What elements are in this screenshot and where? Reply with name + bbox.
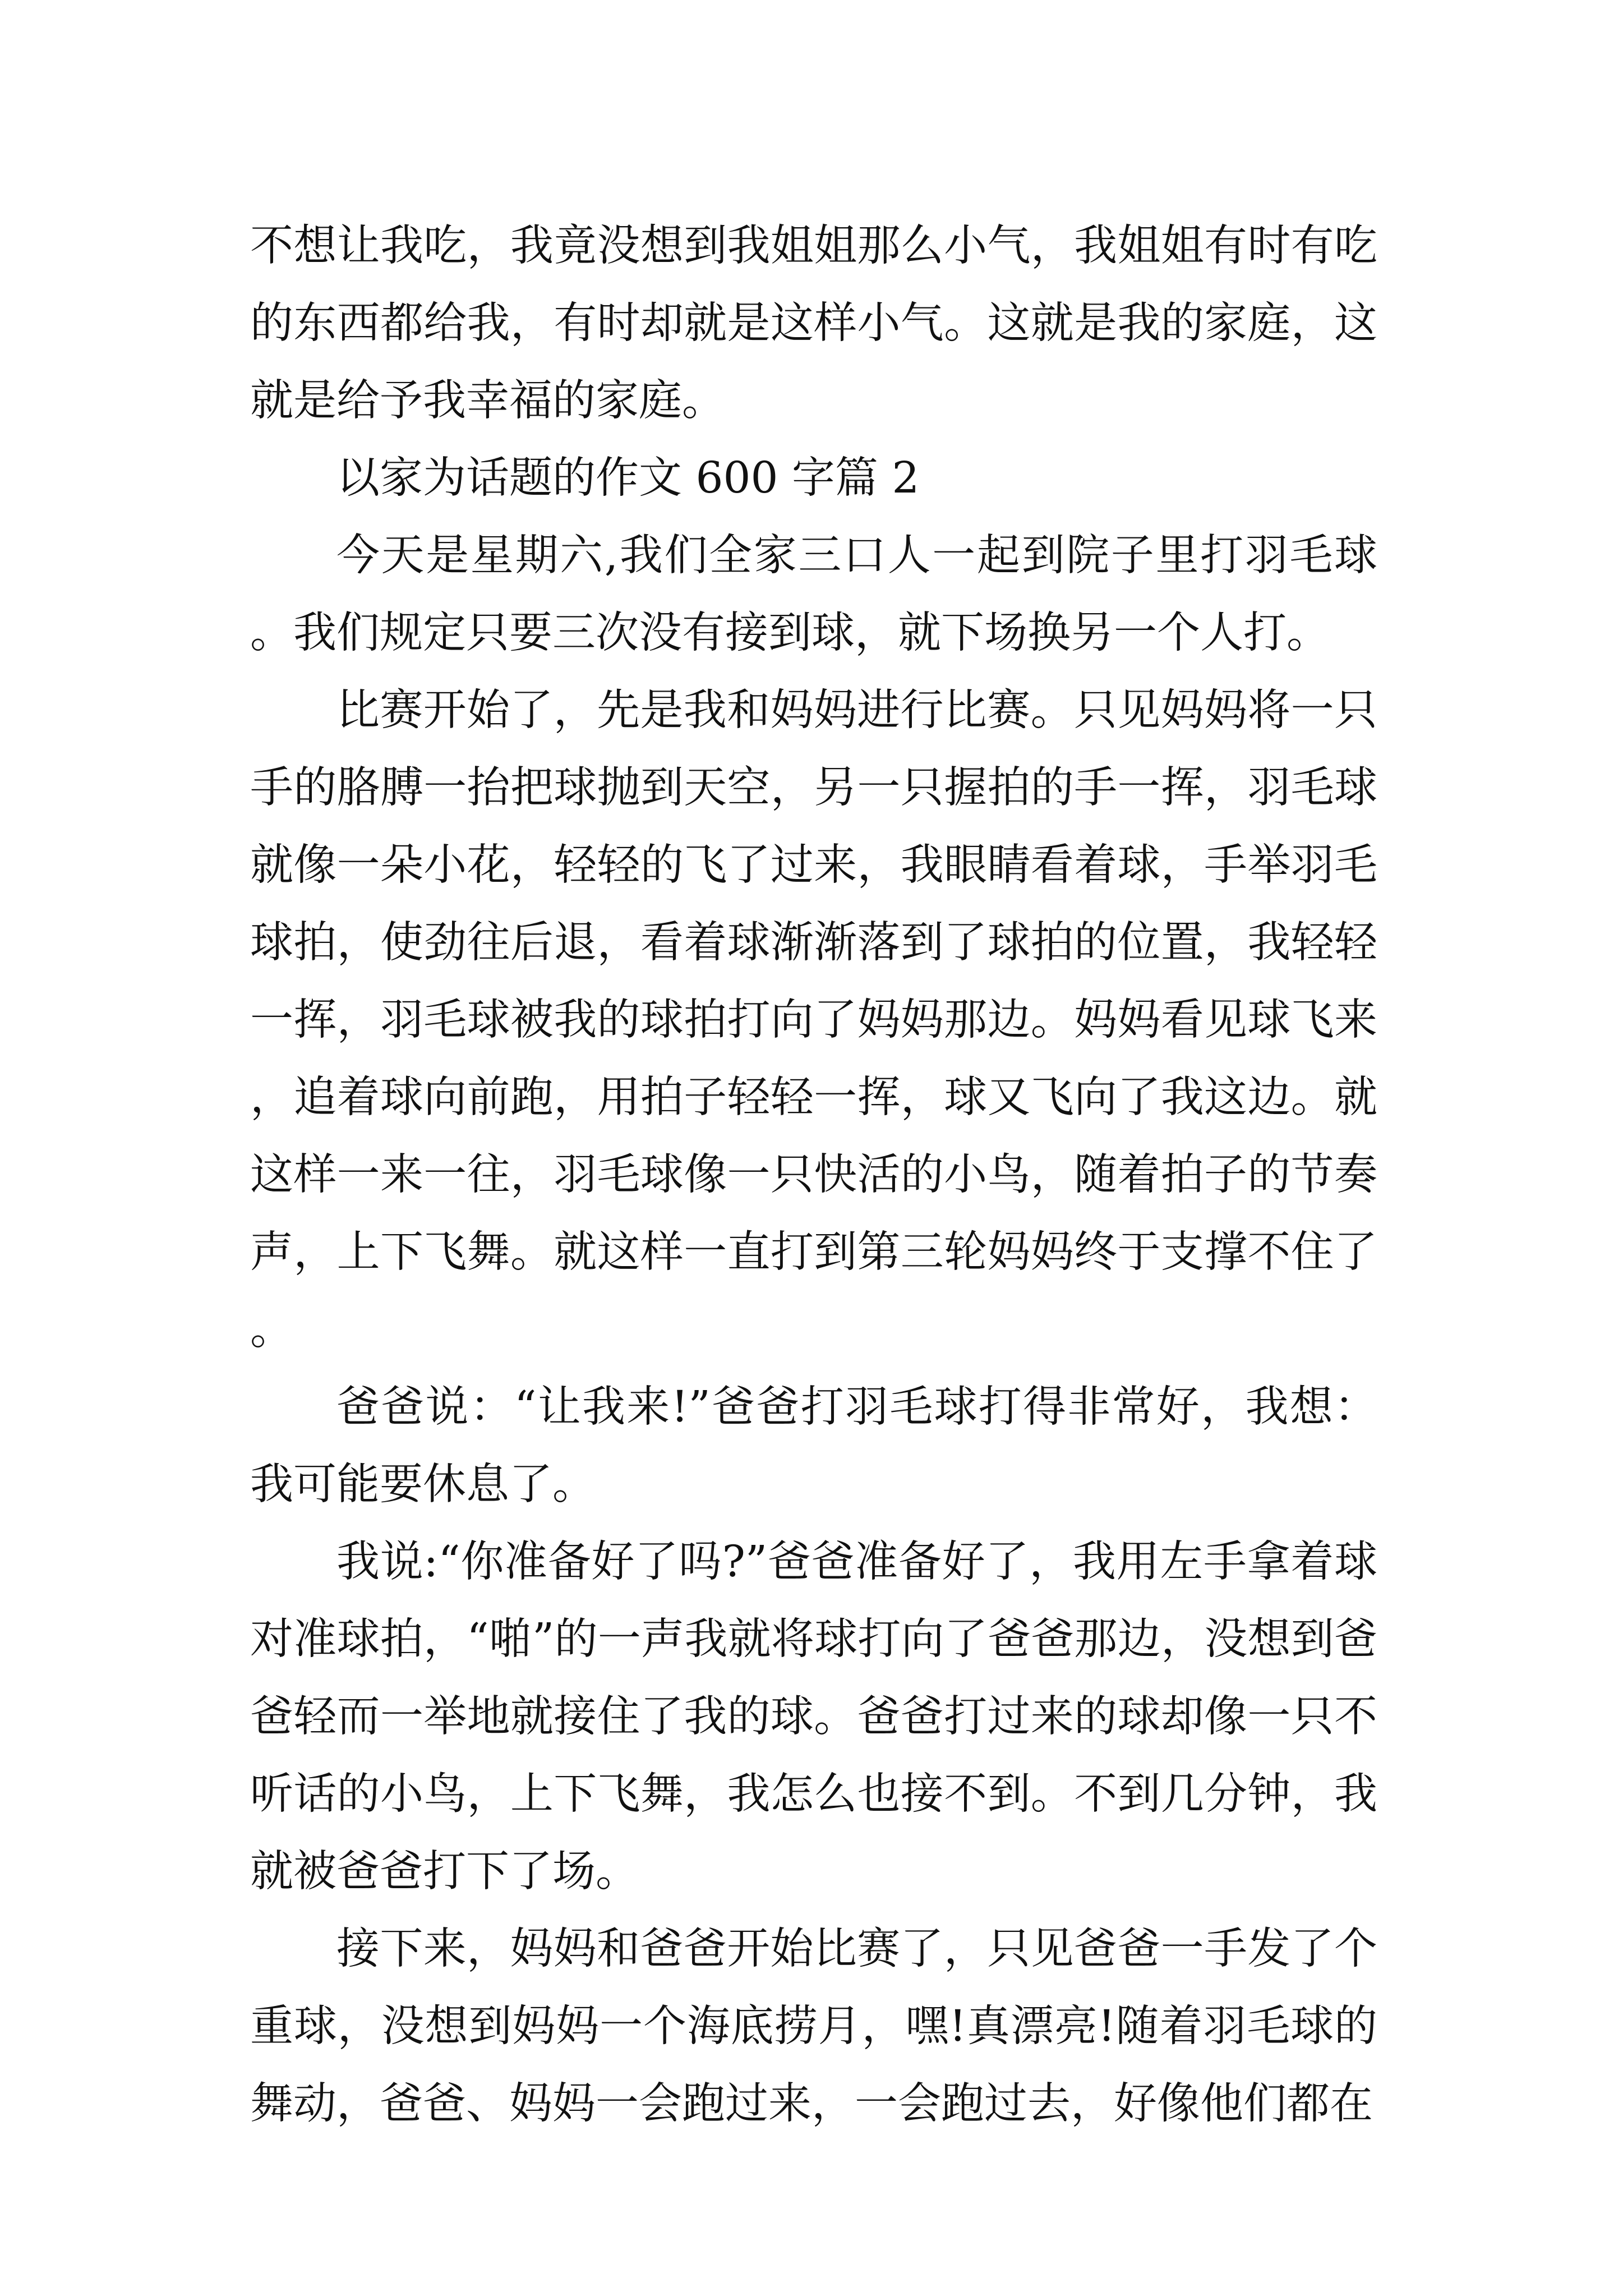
paragraph-continuation: 不想让我吃，我竟没想到我姐姐那么小气，我姐姐有时有吃的东西都给我，有时却就是这样小气。这就是我的家庭，这就是给予我幸福的家庭。 bbox=[250, 221, 1377, 426]
section-heading: 以家为话题的作文 600 字篇 2 bbox=[336, 453, 920, 503]
paragraph: 接下来，妈妈和爸爸开始比赛了，只见爸爸一手发了个重球，没想到妈妈一个海底捞月，嘿!真漂亮!随着羽毛球的舞动，爸爸、妈妈一会跑过来，一会跑过去，好像他们都在 bbox=[250, 1924, 1377, 2129]
document-body bbox=[250, 208, 1377, 2143]
paragraph: 爸爸说：“让我来!”爸爸打羽毛球打得非常好，我想：我可能要休息了。 bbox=[250, 1382, 1377, 1510]
paragraph: 比赛开始了，先是我和妈妈进行比赛。只见妈妈将一只手的胳膊一抬把球抛到天空，另一只握拍的手一挥，羽毛球就像一朵小花，轻轻的飞了过来，我眼睛看着球，手举羽毛球拍，使劲往后退，看着球渐渐落到了球拍的位置，我轻轻一挥，羽毛球被我的球拍打向了妈妈那边。妈妈看见球飞来，追着球向前跑，用拍子轻轻一挥，球又飞向了我这边。就这样一来一往，羽毛球像一只快活的小鸟，随着拍子的节奏声，上下飞舞。就这样一直打到第三轮妈妈终于支撑不住了。 bbox=[250, 685, 1377, 1355]
paragraph: 今天是星期六,我们全家三口人一起到院子里打羽毛球。我们规定只要三次没有接到球，就下场换另一个人打。 bbox=[250, 531, 1377, 658]
paragraph: 我说:“你准备好了吗?”爸爸准备好了，我用左手拿着球对准球拍，“啪”的一声我就将球打向了爸爸那边，没想到爸爸轻而一举地就接住了我的球。爸爸打过来的球却像一只不听话的小鸟，上下飞舞，我怎么也接不到。不到几分钟，我就被爸爸打下了场。 bbox=[250, 1537, 1377, 1897]
